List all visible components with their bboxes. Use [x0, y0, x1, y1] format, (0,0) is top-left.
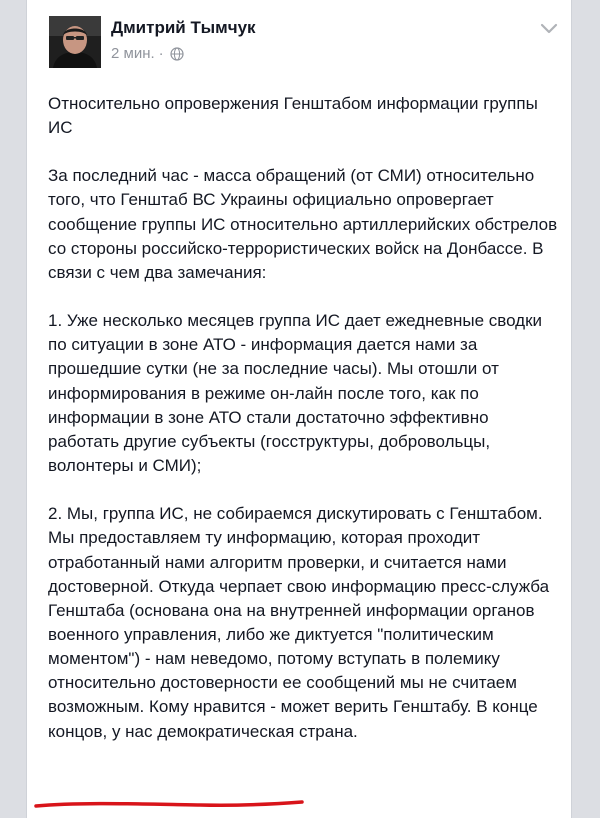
avatar[interactable] — [49, 16, 101, 68]
post-body — [48, 92, 558, 744]
left-margin — [0, 0, 27, 818]
post-meta — [111, 45, 184, 62]
meta-separator: · — [158, 45, 164, 62]
author-name[interactable]: Дмитрий Тымчук — [111, 18, 256, 37]
post-paragraph-intro: За последний час - масса обращений (от СМИ) относительно того, что Генштаб ВС Украины официально опровергает сообщение группы ИС относительно артиллерийских обстрелов со стороны российско-террористических войск на Донбассе. В связи с чем два замечания: — [48, 166, 558, 282]
post-timestamp[interactable]: 2 мин. — [111, 45, 155, 62]
post-paragraph-title: Относительно опровержения Генштабом информации группы ИС — [48, 94, 538, 138]
right-margin — [571, 0, 600, 818]
avatar-image — [49, 16, 101, 68]
globe-icon — [170, 47, 184, 61]
post-paragraph-point-1: 1. Уже несколько месяцев группа ИС дает ежедневные сводки по ситуации в зоне АТО - информация дается нами за прошедшие сутки (не за последние часы). Мы отошли от информирования в режиме он-лайн после того, как по информации в зоне АТО стали достаточно эффективно работать другие субъекты (госструктуры, добровольцы, волонтеры и СМИ); — [48, 311, 543, 476]
chevron-down-icon[interactable] — [539, 22, 559, 36]
post-paragraph-point-2: 2. Мы, группа ИС, не собираемся дискутировать с Генштабом. Мы предоставляем ту информацию, которая проходит отработанный нами алгоритм проверки, и считается нами достоверной. Откуда черпает свою информацию пресс-служба Генштаба (основана она на внутренней информации органов военного управления, либо же диктуется "политическим моментом") - нам неведомо, потому вступать в полемику относительно достоверности ее сообщений мы не считаем возможным. Кому нравится - может верить Генштабу. В конце концов, у нас демократическая страна. — [48, 504, 550, 741]
post-card — [27, 0, 571, 818]
